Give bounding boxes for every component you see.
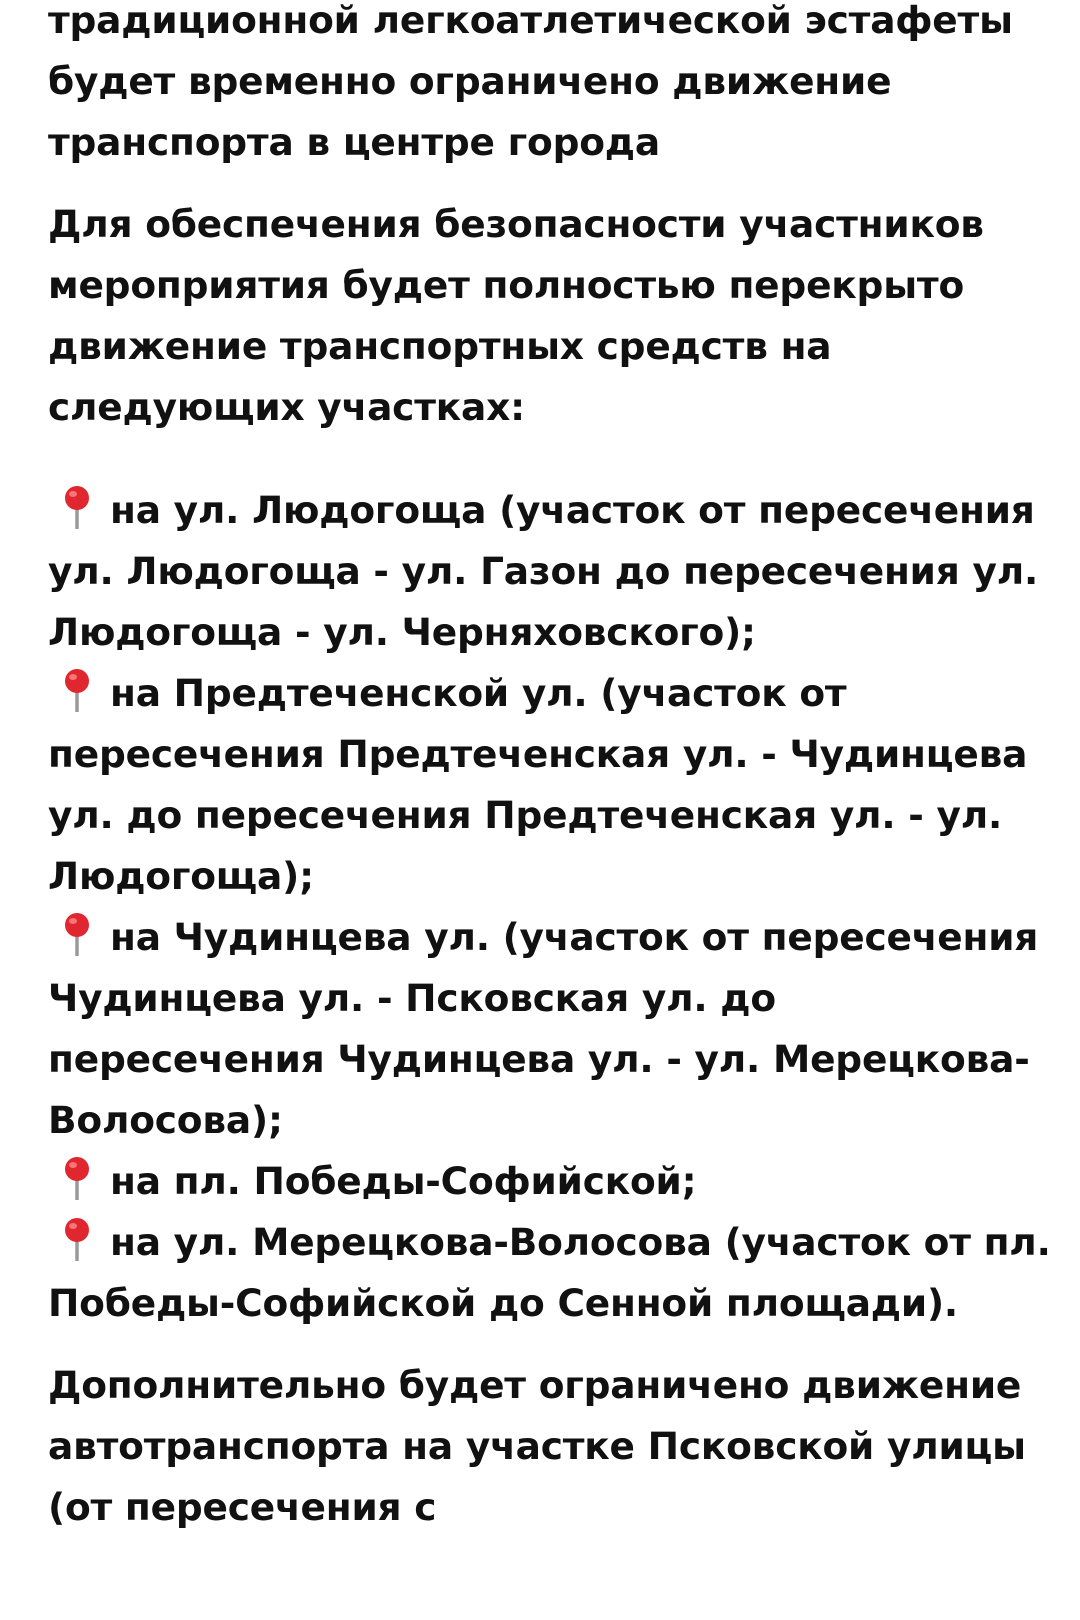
list-item-text: на ул. Людогоща (участок от пересечения ул. Людогоща - ул. Газон до пересечения ул. Людогоща - ул. Черняховского);: [48, 488, 1039, 654]
closure-paragraph: Для обеспечения безопасности участников мероприятия будет полностью перекрыто движение транспортных средств на следующих участках:: [48, 202, 984, 429]
list-item-text: на пл. Победы-Софийской;: [110, 1159, 697, 1203]
list-item-text: на ул. Мерецкова-Волосова (участок от пл. Победы-Софийской до Сенной площади).: [48, 1220, 1051, 1325]
list-item: [48, 907, 1058, 1151]
closure-list: [48, 459, 1058, 1334]
additional-paragraph: Дополнительно будет ограничено движение автотранспорта на участке Псковской улицы (от пересечения с: [48, 1363, 1026, 1529]
list-item-text: на Чудинцева ул. (участок от пересечения Чудинцева ул. - Псковская ул. до пересечения Чудинцева ул. - ул. Мерецкова-Волосова);: [48, 915, 1039, 1142]
round-pushpin-icon: [60, 485, 100, 529]
article-text: [48, 0, 1058, 1559]
round-pushpin-icon: [60, 912, 100, 956]
round-pushpin-icon: [60, 668, 100, 712]
list-item: [48, 1212, 1058, 1334]
intro-paragraph: традиционной легкоатлетической эстафеты будет временно ограничено движение транспорта в центре города: [48, 0, 1013, 164]
list-item: [48, 1151, 1058, 1212]
list-item: [48, 663, 1058, 907]
list-item: [48, 480, 1058, 663]
list-item-text: на Предтеченской ул. (участок от пересечения Предтеченская ул. - Чудинцева ул. до пересечения Предтеченская ул. - ул. Людогоща);: [48, 671, 1028, 898]
round-pushpin-icon: [60, 1217, 100, 1261]
round-pushpin-icon: [60, 1156, 100, 1200]
